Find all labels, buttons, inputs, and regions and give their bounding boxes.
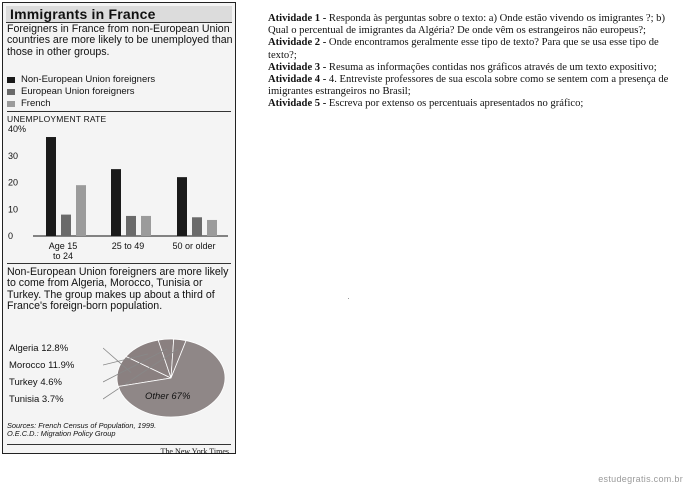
legend-label: Non-European Union foreigners: [21, 74, 156, 85]
y-tick-label: 30: [8, 150, 19, 161]
bar: [177, 177, 187, 236]
bar: [207, 220, 217, 236]
title-bar: [6, 6, 232, 23]
legend-item-french: [7, 98, 155, 110]
legend-item-non-eu: [7, 74, 155, 86]
legend-item-eu: [7, 86, 155, 98]
x-tick-label: Age 15: [48, 241, 78, 251]
divider: [7, 444, 231, 445]
pie-label-morocco: Morocco 11.9%: [9, 360, 75, 371]
pie-label-turkey: Turkey 4.6%: [9, 377, 62, 388]
y-tick-label: 40%: [8, 124, 27, 134]
activity-label: Atividade 3 -: [268, 61, 329, 73]
bar: [126, 216, 136, 236]
activity-label: Atividade 2 -: [268, 37, 329, 49]
bar: [61, 215, 71, 236]
y-tick-label: 10: [8, 204, 19, 215]
activity-item: [268, 74, 688, 98]
activity-label: Atividade 1 -: [268, 13, 329, 24]
x-tick-label: to 24: [52, 251, 74, 259]
activity-item: [268, 37, 688, 61]
bar: [141, 216, 151, 236]
activity-text: Escreva por extenso os percentuais apresentados no gráfico;: [328, 98, 584, 110]
origin-pie-chart: [103, 333, 231, 421]
activity-item: [268, 62, 688, 74]
source-credit: The New York Times: [160, 447, 229, 456]
divider: [7, 263, 231, 264]
sources-line: O.E.C.D.: Migration Policy Group: [7, 429, 116, 438]
unemployment-bar-chart: [6, 123, 234, 259]
stray-dot: [348, 298, 349, 299]
pie-label-list: [9, 340, 74, 408]
section2-text: Non-European Union foreigners are more likely to come from Algeria, Morocco, Tunisia or Turkey. The group makes up about a third of France's foreign-born population.: [7, 266, 229, 312]
x-tick-label: 50 or older: [172, 241, 216, 251]
sources-line: Sources: French Census of Population, 1999.: [7, 421, 157, 430]
bar: [192, 217, 202, 236]
activity-label: Atividade 4 -: [268, 74, 329, 86]
bar: [76, 185, 86, 236]
watermark: estudegratis.com.br: [598, 474, 683, 484]
unemployment-rate-label: UNEMPLOYMENT RATE: [7, 114, 107, 124]
pie-label-tunisia: Tunisia 3.7%: [9, 394, 64, 405]
legend-swatch: [7, 77, 15, 83]
sources-note: [7, 422, 233, 438]
activity-text: Responda às perguntas sobre o texto: a) Onde estão vivendo os imigrantes ?; b) Qual o percentual de imigrantes da Algéria? De onde vêm os estrangeiros não europeus?;: [268, 13, 665, 37]
activity-text: Onde encontramos geralmente esse tipo de texto? Para que se usa esse tipo de texto?;: [268, 37, 659, 61]
intro-text: Foreigners in France from non-European Union countries are more likely to be unemployed than those in other groups.: [7, 23, 233, 58]
legend-swatch: [7, 101, 15, 107]
legend-swatch: [7, 89, 15, 95]
pie-label-algeria: Algeria 12.8%: [9, 343, 69, 354]
y-tick-label: 0: [8, 231, 14, 241]
bar: [111, 169, 121, 236]
legend-label: European Union foreigners: [21, 86, 135, 97]
divider: [7, 111, 231, 112]
activity-text: 4. Entreviste professores de sua escola sobre como se sentem com a presença de imigrantes estrangeiros no Brasil;: [268, 74, 669, 98]
x-tick-label: 25 to 49: [111, 241, 145, 251]
infographic-panel: [2, 2, 236, 454]
infographic-title: Immigrants in France: [10, 6, 156, 22]
activities-list: [268, 13, 688, 111]
activity-item: [268, 98, 688, 110]
activity-label: Atividade 5 -: [268, 98, 329, 110]
chart-legend: [7, 74, 155, 110]
activity-item: [268, 13, 688, 37]
y-tick-label: 20: [8, 177, 19, 188]
bar: [46, 137, 56, 236]
pie-label-other: Other 67%: [145, 391, 191, 402]
activity-text: Resuma as informações contidas nos gráficos através de um texto expositivo;: [328, 61, 657, 73]
legend-label: French: [21, 98, 51, 109]
